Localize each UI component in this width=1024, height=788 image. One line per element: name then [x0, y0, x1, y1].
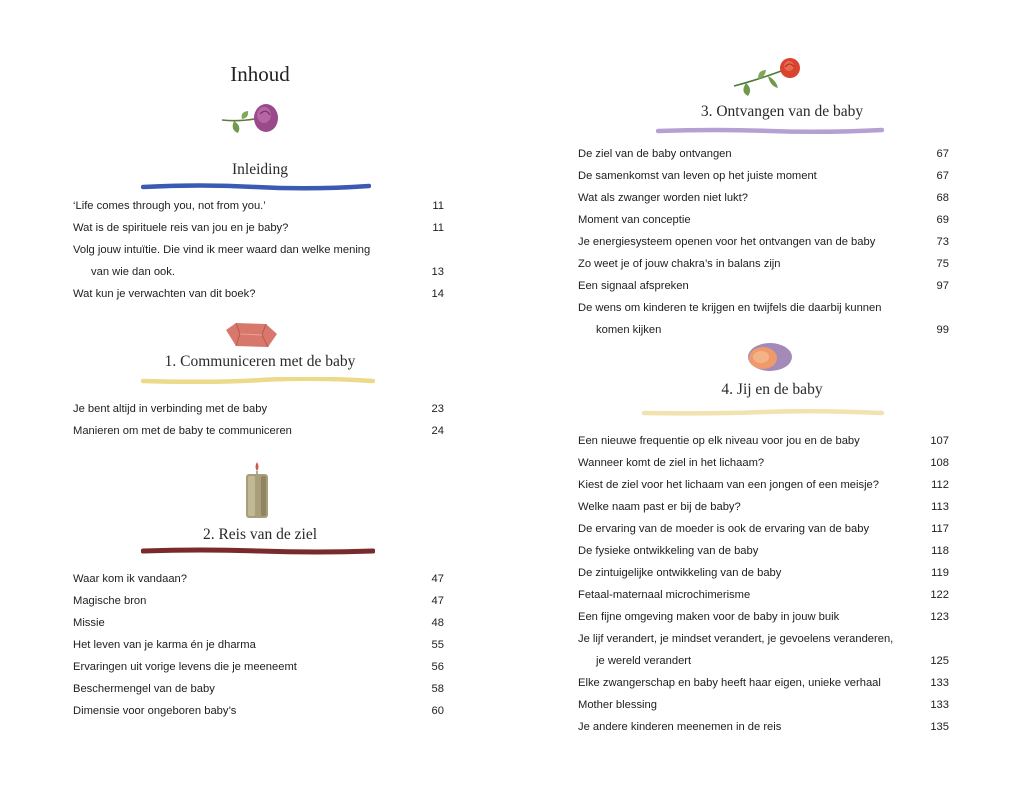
toc-entry[interactable]: Een fijne omgeving maken voor de baby in jouw buik 123	[578, 611, 949, 623]
toc-list-reis	[73, 568, 444, 722]
toc-entry[interactable]: De ervaring van de moeder is ook de ervaring van de baby 117	[578, 523, 949, 535]
toc-entry-continuation[interactable]: van wie dan ook. 13	[91, 266, 444, 278]
candle-icon	[241, 460, 273, 520]
section-heading-reis: 2. Reis van de ziel	[202, 526, 318, 543]
toc-entry-continuation[interactable]: komen kijken 99	[596, 324, 949, 336]
toc-entry[interactable]: Volg jouw intuïtie. Die vind ik meer waard dan welke mening	[73, 244, 371, 256]
red-crystal-icon	[222, 320, 280, 350]
toc-entry[interactable]: Wat is de spirituele reis van jou en je baby? 11	[73, 222, 444, 234]
toc-entry[interactable]: De ziel van de baby ontvangen 67	[578, 148, 949, 160]
toc-entry[interactable]: Missie 48	[73, 617, 444, 629]
toc-entry[interactable]: De fysieke ontwikkeling van de baby 118	[578, 545, 949, 557]
toc-entry[interactable]: Dimensie voor ongeboren baby’s 60	[73, 705, 444, 717]
section-heading-ontvangen: 3. Ontvangen van de baby	[700, 103, 864, 120]
section-underline	[141, 183, 371, 191]
toc-entry[interactable]: Kiest de ziel voor het lichaam van een jongen of een meisje? 112	[578, 479, 949, 491]
toc-entry[interactable]: Moment van conceptie 69	[578, 214, 949, 226]
toc-entry[interactable]: Mother blessing 133	[578, 699, 949, 711]
red-rose-icon	[732, 56, 804, 98]
toc-list-ontvangen	[578, 143, 949, 341]
section-underline	[656, 127, 884, 135]
section-underline	[141, 377, 375, 385]
page-title: Inhoud	[230, 62, 290, 86]
toc-entry[interactable]: Je andere kinderen meenemen in de reis 135	[578, 721, 949, 733]
sweet-potato-icon	[744, 340, 794, 374]
toc-entry[interactable]: Beschermengel van de baby 58	[73, 683, 444, 695]
toc-entry[interactable]: Manieren om met de baby te communiceren 24	[73, 425, 444, 437]
right-page	[512, 0, 1024, 788]
toc-entry[interactable]: De wens om kinderen te krijgen en twijfels die daarbij kunnen	[578, 302, 882, 314]
purple-rose-icon	[220, 100, 282, 138]
toc-list-communiceren	[73, 398, 444, 442]
toc-entry[interactable]: Wat kun je verwachten van dit boek? 14	[73, 288, 444, 300]
toc-entry[interactable]: De zintuigelijke ontwikkeling van de baby 119	[578, 567, 949, 579]
toc-entry[interactable]: Je energiesysteem openen voor het ontvangen van de baby 73	[578, 236, 949, 248]
toc-list-jij-en-de-baby	[578, 430, 949, 738]
toc-entry[interactable]: Welke naam past er bij de baby? 113	[578, 501, 949, 513]
toc-entry[interactable]: Wat als zwanger worden niet lukt? 68	[578, 192, 949, 204]
section-underline	[141, 547, 375, 555]
toc-list-inleiding	[73, 195, 444, 305]
toc-entry[interactable]: Je lijf verandert, je mindset verandert, je gevoelens veranderen,	[578, 633, 894, 645]
toc-entry[interactable]: Een nieuwe frequentie op elk niveau voor jou en de baby 107	[578, 435, 949, 447]
toc-entry[interactable]: Waar kom ik vandaan? 47	[73, 573, 444, 585]
toc-entry[interactable]: De samenkomst van leven op het juiste moment 67	[578, 170, 949, 182]
toc-entry[interactable]: Het leven van je karma én je dharma 55	[73, 639, 444, 651]
toc-entry[interactable]: Zo weet je of jouw chakra’s in balans zijn 75	[578, 258, 949, 270]
section-underline	[642, 409, 884, 417]
toc-entry[interactable]: Wanneer komt de ziel in het lichaam? 108	[578, 457, 949, 469]
toc-entry[interactable]: Je bent altijd in verbinding met de baby 23	[73, 403, 444, 415]
section-heading-jij-en-de-baby: 4. Jij en de baby	[721, 381, 823, 398]
toc-entry[interactable]: Fetaal-maternaal microchimerisme 122	[578, 589, 949, 601]
toc-entry-continuation[interactable]: je wereld verandert 125	[596, 655, 949, 667]
toc-entry[interactable]: ‘Life comes through you, not from you.’ 11	[73, 200, 444, 212]
toc-entry[interactable]: Een signaal afspreken 97	[578, 280, 949, 292]
section-heading-communiceren: 1. Communiceren met de baby	[164, 353, 356, 370]
toc-entry[interactable]: Ervaringen uit vorige levens die je meeneemt 56	[73, 661, 444, 673]
toc-entry[interactable]: Magische bron 47	[73, 595, 444, 607]
section-heading-inleiding: Inleiding	[232, 161, 288, 178]
toc-entry[interactable]: Elke zwangerschap en baby heeft haar eigen, unieke verhaal 133	[578, 677, 949, 689]
